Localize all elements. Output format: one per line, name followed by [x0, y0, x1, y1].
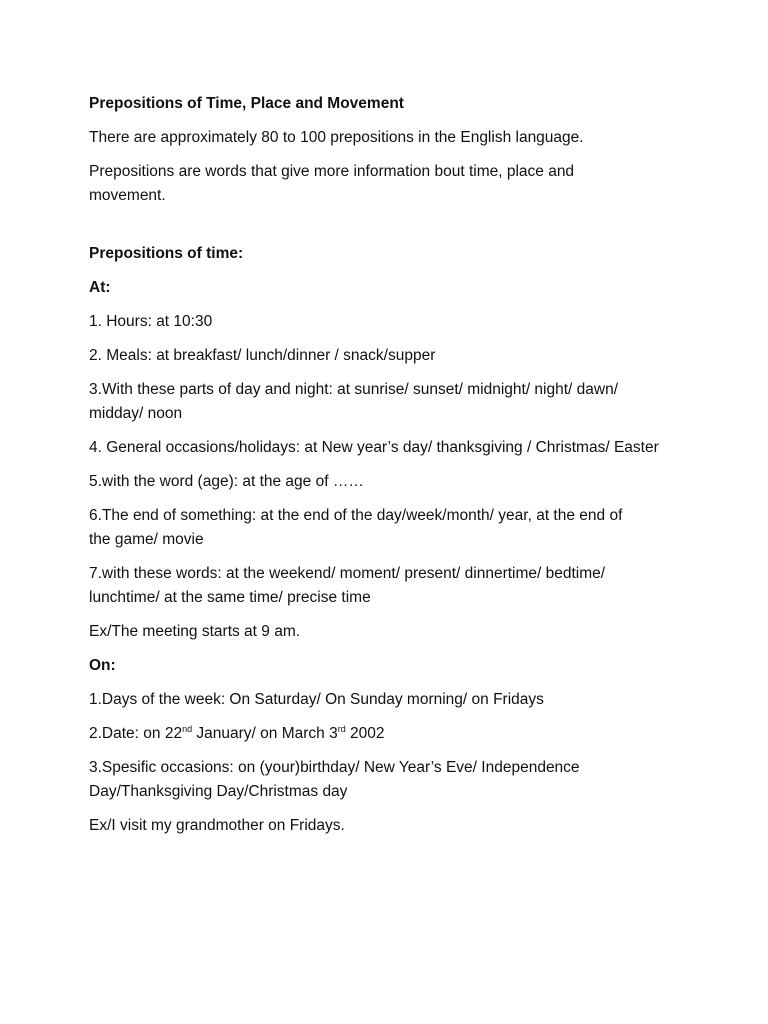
at-item-7	[89, 562, 689, 610]
at-item-1: 1. Hours: at 10:30	[89, 313, 213, 330]
on-item-2	[89, 722, 689, 746]
intro-paragraph-2	[89, 160, 689, 208]
at-item-3	[89, 378, 689, 426]
at-item-6-line-1: 6.The end of something: at the end of the day/week/month/ year, at the end of	[89, 507, 623, 524]
at-item-2: 2. Meals: at breakfast/ lunch/dinner / snack/supper	[89, 347, 436, 364]
at-item-6	[89, 504, 689, 552]
at-item-7-line-1: 7.with these words: at the weekend/ moment/ present/ dinnertime/ bedtime/	[89, 565, 606, 582]
on-heading: On:	[89, 657, 116, 674]
on-item-2-part-c: 2002	[345, 725, 385, 742]
intro-paragraph-2-line-1: Prepositions are words that give more information bout time, place and	[89, 163, 575, 180]
on-item-3-line-1: 3.Spesific occasions: on (your)birthday/ New Year’s Eve/ Independence	[89, 759, 580, 776]
on-item-3	[89, 756, 689, 804]
intro-paragraph-1: There are approximately 80 to 100 prepositions in the English language.	[89, 129, 584, 146]
at-item-5: 5.with the word (age): at the age of ……	[89, 473, 364, 490]
on-item-3-line-2: Day/Thanksgiving Day/Christmas day	[89, 783, 348, 800]
on-item-2-part-a: 2.Date: on 22	[89, 725, 183, 742]
at-heading: At:	[89, 279, 111, 296]
at-item-4: 4. General occasions/holidays: at New year’s day/ thanksgiving / Christmas/ Easter	[89, 439, 659, 456]
at-item-6-line-2: the game/ movie	[89, 531, 204, 548]
at-item-3-line-2: midday/ noon	[89, 405, 183, 422]
on-item-2-superscript-1: nd	[182, 724, 193, 734]
at-item-7-line-2: lunchtime/ at the same time/ precise time	[89, 589, 371, 606]
intro-paragraph-2-line-2: movement.	[89, 187, 166, 204]
at-example: Ex/The meeting starts at 9 am.	[89, 623, 301, 640]
document-page	[89, 92, 689, 848]
document-title: Prepositions of Time, Place and Movement	[89, 95, 404, 112]
on-item-2-superscript-2: rd	[337, 724, 346, 734]
section-heading-time: Prepositions of time:	[89, 245, 244, 262]
on-item-1: 1.Days of the week: On Saturday/ On Sunday morning/ on Fridays	[89, 691, 544, 708]
on-item-2-part-b: January/ on March 3	[192, 725, 338, 742]
on-example: Ex/I visit my grandmother on Fridays.	[89, 817, 345, 834]
at-item-3-line-1: 3.With these parts of day and night: at sunrise/ sunset/ midnight/ night/ dawn/	[89, 381, 619, 398]
